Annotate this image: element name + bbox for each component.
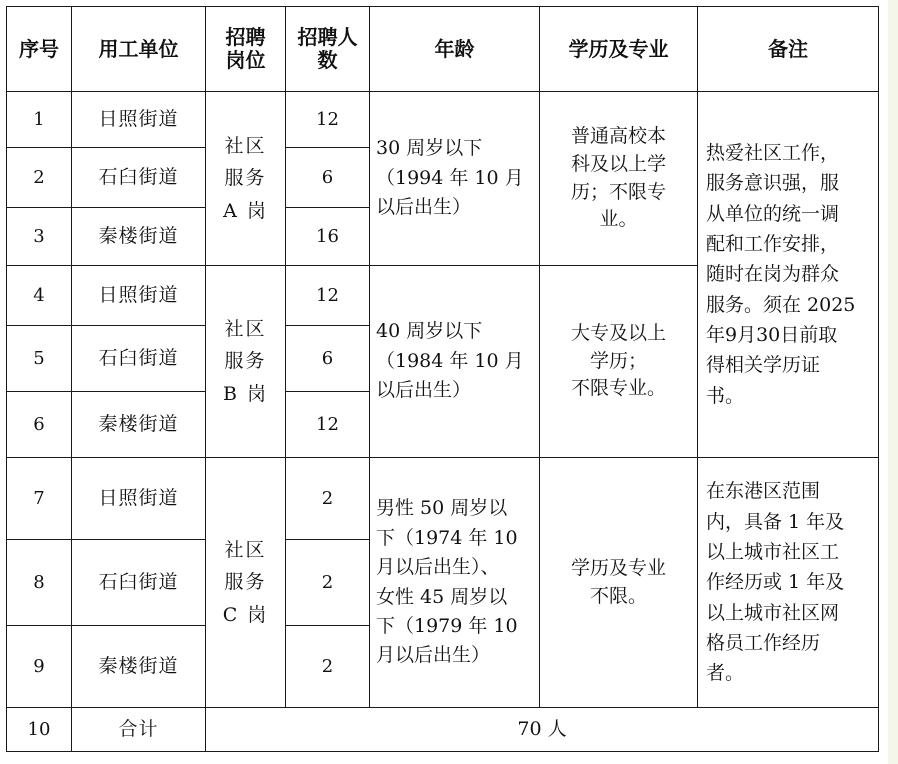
age-cell-c: 男性 50 周岁以 下（1974 年 10 月以后出生）、 女性 45 周岁以 下（1979 年 10 月以后出生） — [370, 458, 540, 708]
remark-cell-c: 在东港区范围 内，具备 1 年及 以上城市社区工 作经历或 1 年及 以上城市社区网 格员工作经历 者。 — [698, 458, 879, 708]
seq-cell: 3 — [7, 208, 72, 266]
unit-cell: 石臼街道 — [72, 326, 206, 392]
count-cell: 12 — [286, 92, 370, 148]
remark-cell-ab: 热爱社区工作， 服务意识强，服 从单位的统一调 配和工作安排， 随时在岗为群众 服务。须在 2025 年9月30日前取 得相关学历证 书。 — [698, 92, 879, 458]
education-cell-b: 大专及以上 学历； 不限专业。 — [540, 266, 698, 458]
count-cell: 16 — [286, 208, 370, 266]
header-count: 招聘人 数 — [286, 7, 370, 92]
age-cell-a: 30 周岁以下 （1994 年 10 月 以后出生） — [370, 92, 540, 266]
unit-cell: 日照街道 — [72, 458, 206, 540]
unit-cell: 石臼街道 — [72, 540, 206, 626]
count-cell: 2 — [286, 540, 370, 626]
unit-cell: 秦楼街道 — [72, 208, 206, 266]
count-cell: 2 — [286, 626, 370, 708]
unit-cell: 秦楼街道 — [72, 626, 206, 708]
table-row — [7, 92, 879, 148]
header-row — [7, 7, 879, 92]
page-edge — [888, 0, 898, 764]
header-remark: 备注 — [698, 7, 879, 92]
education-cell-a: 普通高校本 科及以上学 历；不限专 业。 — [540, 92, 698, 266]
total-value-cell: 70 人 — [206, 708, 879, 752]
total-row — [7, 708, 879, 752]
post-cell-c: 社区 服务 C 岗 — [206, 458, 286, 708]
seq-cell: 1 — [7, 92, 72, 148]
count-cell: 6 — [286, 326, 370, 392]
seq-cell: 4 — [7, 266, 72, 326]
unit-cell: 秦楼街道 — [72, 392, 206, 458]
header-education: 学历及专业 — [540, 7, 698, 92]
seq-cell: 8 — [7, 540, 72, 626]
recruitment-table — [6, 6, 879, 752]
count-cell: 12 — [286, 392, 370, 458]
unit-cell: 日照街道 — [72, 266, 206, 326]
header-post: 招聘 岗位 — [206, 7, 286, 92]
seq-cell: 5 — [7, 326, 72, 392]
unit-cell: 石臼街道 — [72, 148, 206, 208]
header-age: 年龄 — [370, 7, 540, 92]
age-cell-b: 40 周岁以下 （1984 年 10 月 以后出生） — [370, 266, 540, 458]
total-label-cell: 合计 — [72, 708, 206, 752]
table-row — [7, 458, 879, 540]
seq-cell: 7 — [7, 458, 72, 540]
seq-cell: 2 — [7, 148, 72, 208]
count-cell: 6 — [286, 148, 370, 208]
seq-cell: 9 — [7, 626, 72, 708]
seq-cell: 6 — [7, 392, 72, 458]
count-cell: 12 — [286, 266, 370, 326]
education-cell-c: 学历及专业 不限。 — [540, 458, 698, 708]
post-cell-b: 社区 服务 B 岗 — [206, 266, 286, 458]
count-cell: 2 — [286, 458, 370, 540]
header-unit: 用工单位 — [72, 7, 206, 92]
unit-cell: 日照街道 — [72, 92, 206, 148]
post-cell-a: 社区 服务 A 岗 — [206, 92, 286, 266]
total-seq-cell: 10 — [7, 708, 72, 752]
header-seq: 序号 — [7, 7, 72, 92]
